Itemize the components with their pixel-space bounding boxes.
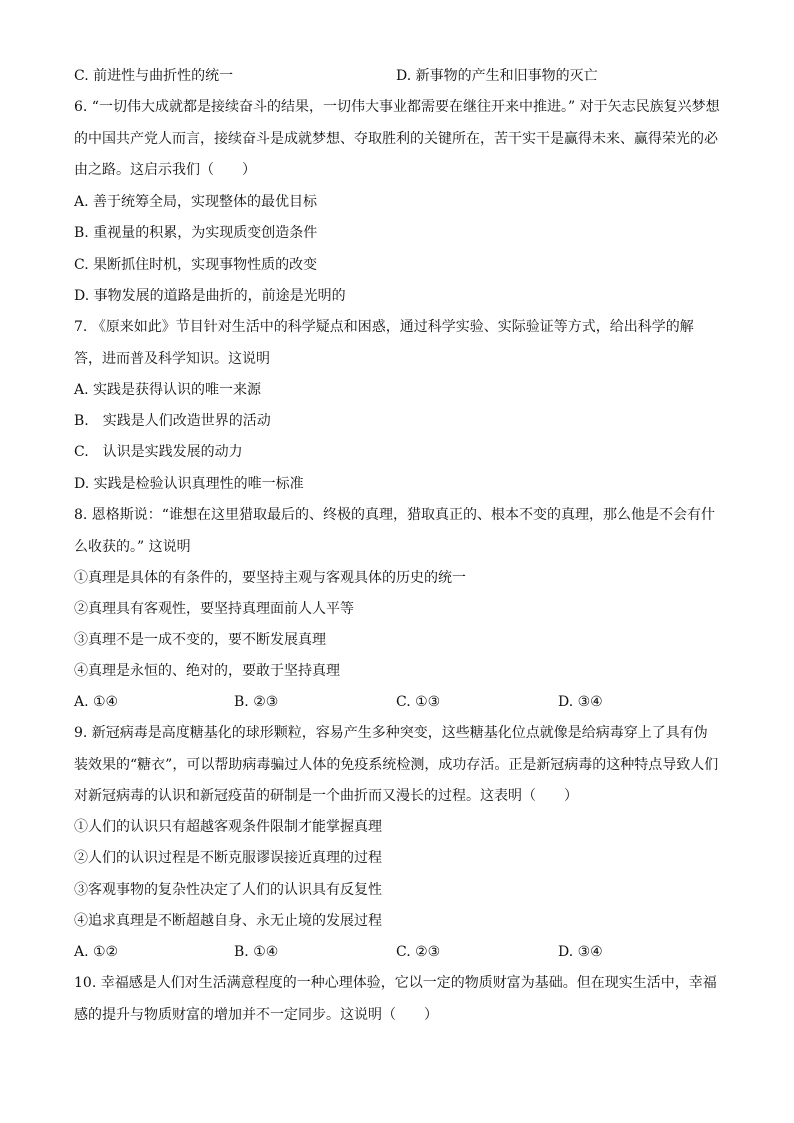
question-7-option-b: B. 实践是人们改造世界的活动 xyxy=(74,413,271,429)
question-9-statement-3: ③客观事物的复杂性决定了人们的认识具有反复性 xyxy=(74,882,382,898)
question-9-stem: 9. 新冠病毒是高度糖基化的球形颗粒，容易产生多种突变，这些糖基化位点就像是给病毒穿上了具有伪装效果的“糖衣”，可以帮助病毒骗过人体的免疫系统检测，成功存活。正是新冠病毒的这种特点导致人们对新冠病毒的认识和新冠疫苗的研制是一个曲折而又漫长的过程。这表明（ ） xyxy=(74,725,719,804)
option-d: D. 新事物的产生和旧事物的灭亡 xyxy=(396,68,598,84)
choice-a: A. ①④ xyxy=(74,694,119,710)
question-6-option-d: D. 事物发展的道路是曲折的，前途是光明的 xyxy=(74,288,346,304)
question-8-choices xyxy=(74,692,720,712)
question-8-stem: 8. 恩格斯说：“谁想在这里猎取最后的、终极的真理，猎取真正的、根本不变的真理，那么他是不会有什么收获的。” 这说明 xyxy=(74,507,715,555)
question-7-option-c: C. 认识是实践发展的动力 xyxy=(74,444,243,460)
question-8-statement-3: ③真理不是一成不变的，要不断发展真理 xyxy=(74,632,326,648)
question-9-statement-4: ④追求真理是不断超越自身、永无止境的发展过程 xyxy=(74,913,382,929)
question-9-statement-1: ①人们的认识只有超越客观条件限制才能掌握真理 xyxy=(74,819,382,835)
question-7-option-d: D. 实践是检验认识真理性的唯一标准 xyxy=(74,476,304,492)
prev-question-options xyxy=(74,66,720,86)
question-8-statement-2: ②真理具有客观性，要坚持真理面前人人平等 xyxy=(74,601,354,617)
question-7-option-a: A. 实践是获得认识的唯一来源 xyxy=(74,382,262,398)
question-6-option-b: B. 重视量的积累，为实现质变创造条件 xyxy=(74,225,318,241)
choice-b: B. ①④ xyxy=(234,944,279,960)
choice-a: A. ①② xyxy=(74,944,119,960)
choice-c: C. ②③ xyxy=(396,944,441,960)
option-c: C. 前进性与曲折性的统一 xyxy=(74,68,234,84)
choice-d: D. ③④ xyxy=(558,944,603,960)
question-10-stem: 10. 幸福感是人们对生活满意程度的一种心理体验，它以一定的物质财富为基础。但在现实生活中，幸福感的提升与物质财富的增加并不一定同步。这说明（ ） xyxy=(74,975,717,1023)
question-7-stem: 7. 《原来如此》节目针对生活中的科学疑点和困惑，通过科学实验、实际验证等方式，给出科学的解答，进而普及科学知识。这说明 xyxy=(74,319,694,367)
choice-d: D. ③④ xyxy=(558,694,603,710)
question-6-stem: 6. “一切伟大成就都是接续奋斗的结果，一切伟大事业都需要在继往开来中推进。” 对于矢志民族复兴梦想的中国共产党人而言，接续奋斗是成就梦想、夺取胜利的关键所在，苦干实干是赢得未来、赢得荣光的必由之路。这启示我们（ ） xyxy=(74,99,720,178)
question-6-option-a: A. 善于统筹全局，实现整体的最优目标 xyxy=(74,194,318,210)
choice-b: B. ②③ xyxy=(234,694,279,710)
question-9-choices xyxy=(74,942,720,962)
question-9-statement-2: ②人们的认识过程是不断克服谬误接近真理的过程 xyxy=(74,850,382,866)
choice-c: C. ①③ xyxy=(396,694,441,710)
question-8-statement-4: ④真理是永恒的、绝对的，要敢于坚持真理 xyxy=(74,663,340,679)
question-8-statement-1: ①真理是具体的有条件的，要坚持主观与客观具体的历史的统一 xyxy=(74,570,466,586)
question-6-option-c: C. 果断抓住时机，实现事物性质的改变 xyxy=(74,257,318,273)
